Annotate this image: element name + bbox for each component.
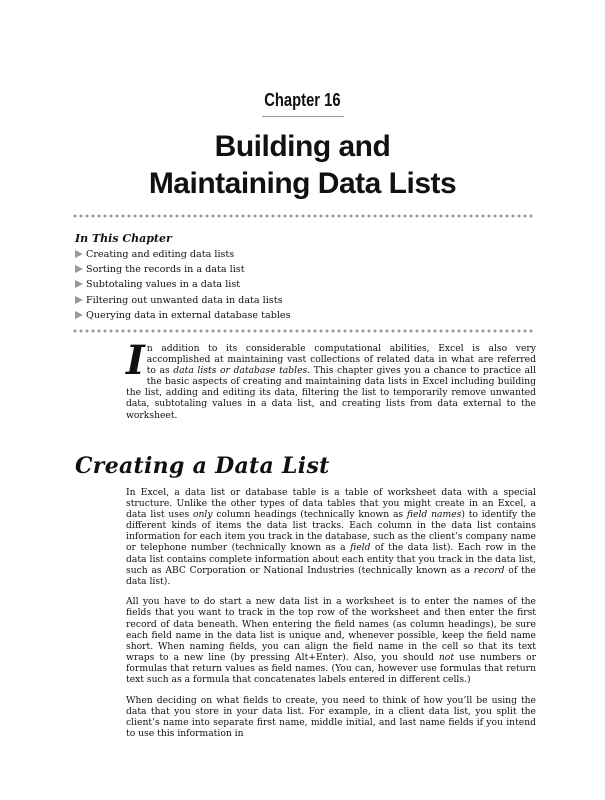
dotted-divider-bottom (72, 329, 534, 333)
bullet-arrow-icon (75, 311, 83, 319)
dotted-divider-top (72, 214, 534, 218)
topic-item: Subtotaling values in a data list (75, 277, 291, 292)
in-this-chapter-heading: In This Chapter (75, 232, 172, 245)
section-heading: Creating a Data List (75, 453, 330, 479)
body-paragraph-3: When deciding on what fields to create, you need to think of how you’ll be using the data that you store in your data list. For example, in a client data list, you split the client’s name into separate first name, middle initial, and last name fields if you intend to use this information in (126, 694, 536, 739)
topic-item: Filtering out unwanted data in data lists (75, 293, 291, 308)
chapter-title-line-1: Building and (214, 130, 391, 163)
chapter-title (0, 128, 605, 202)
topic-item: Querying data in external database tables (75, 308, 291, 323)
bullet-arrow-icon (75, 280, 83, 288)
chapter-title-line-2: Maintaining Data Lists (148, 167, 457, 200)
body-paragraph-2: All you have to do start a new data list in a worksheet is to enter the names of the fields that you want to track in the top row of the worksheet and then enter the first record of data beneath. When entering the field names (as column headings), be sure each field name in the data list is unique and, whenever possible, keep the field name short. When naming fields, you can align the field name in the cell so that its text wraps to a new line (by pressing Alt+Enter). Also, you should not use numbers or formulas that return values as field names. (You can, however use formulas that return text such as a formula that concatenates labels entered in different cells.) (126, 596, 536, 685)
bullet-arrow-icon (75, 250, 83, 258)
topic-item: Sorting the records in a data list (75, 262, 291, 277)
body-paragraph-1: In Excel, a data list or database table is a table of worksheet data with a special structure. Unlike the other types of data tables that you might create in an Excel, a data list uses only column headings (technically known as field names) to identify the different kinds of items the data list tracks. Each column in the data list contains information for each item you track in the database, such as the client’s company name or telephone number (technically known as a field of the data list). Each row in the data list contains complete information about each entity that you track in the data list, such as ABC Corporation or National Industries (technically known as a record of the data list). (126, 487, 536, 587)
section-body (126, 487, 536, 739)
chapter-underline (262, 116, 344, 117)
intro-text: n addition to its considerable computational abilities, Excel is also very accomplished at maintaining vast collections of related data in what are referred to as data lists or database tables. This chapter gives you a chance to practice all the basic aspects of creating and maintaining data lists in Excel including building the list, adding and editing its data, filtering the list to temporarily remove unwanted data, subtotaling values in a data list, and creating lists from data external to the worksheet. (126, 343, 536, 421)
intro-paragraph (126, 337, 536, 421)
chapter-topics-list (75, 247, 291, 323)
chapter-number: Chapter 16 (264, 90, 341, 110)
bullet-arrow-icon (75, 296, 83, 304)
topic-item: Creating and editing data lists (75, 247, 291, 262)
bullet-arrow-icon (75, 265, 83, 273)
drop-cap: I (126, 337, 145, 384)
